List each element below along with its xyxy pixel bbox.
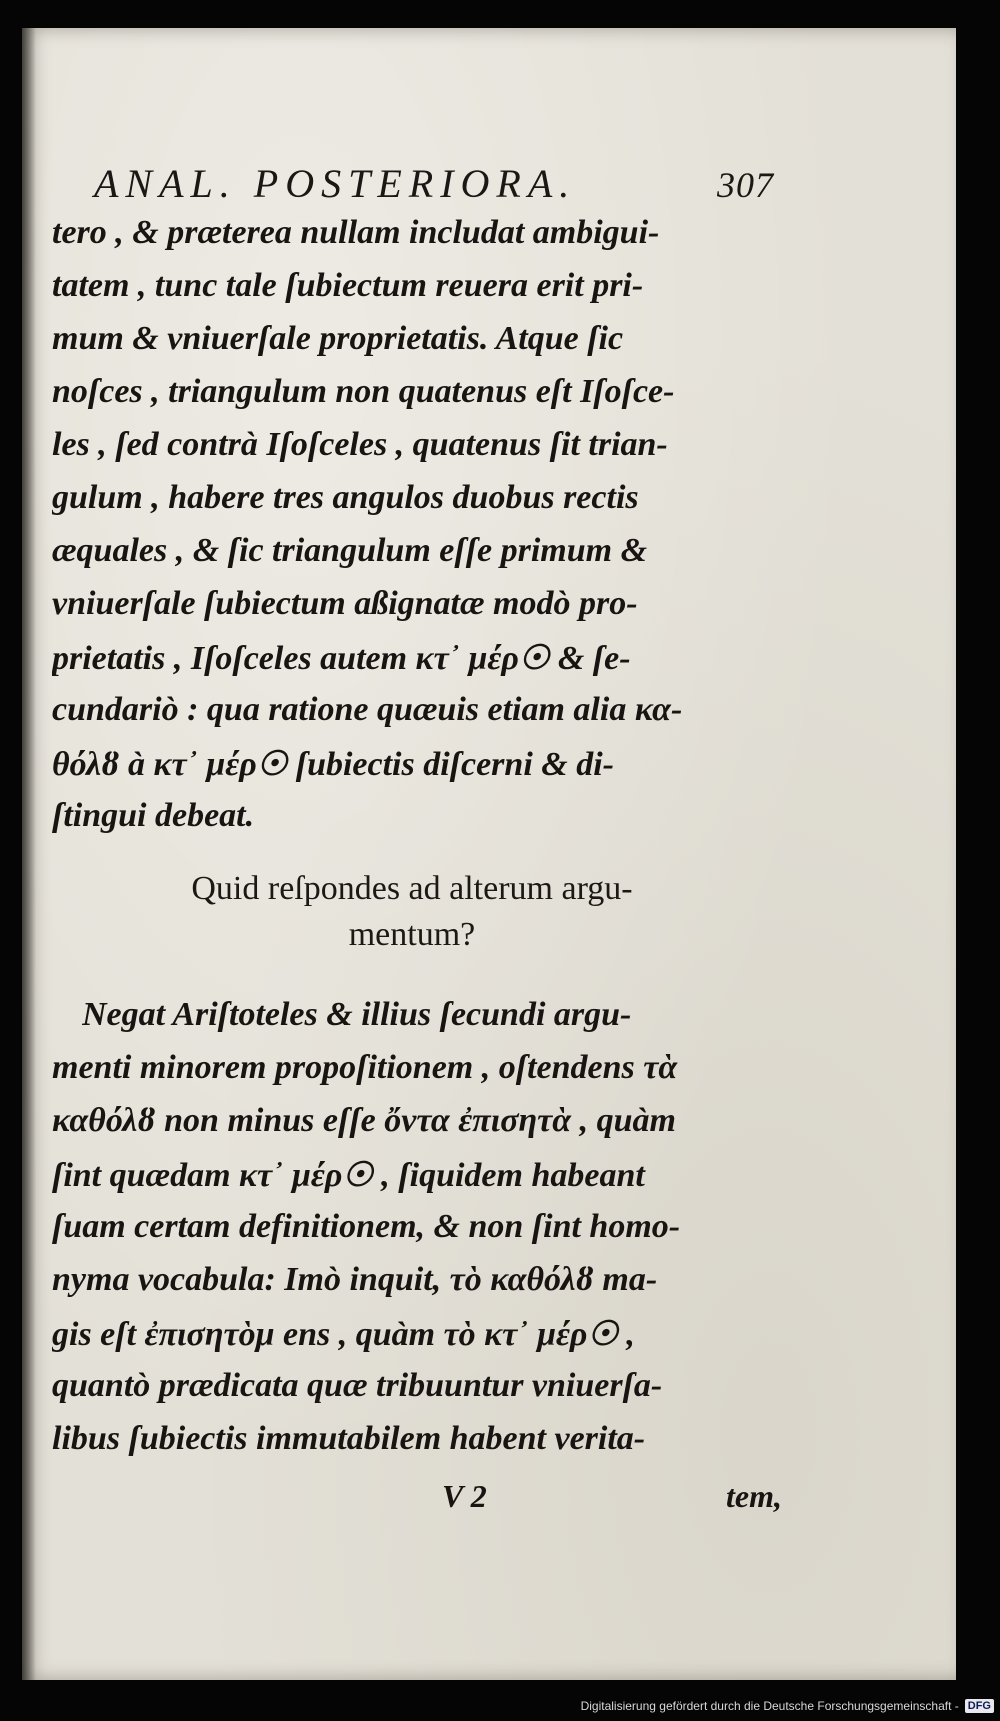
text-line: nyma vocabula: Imò inquit, τὸ καθόλȣ ma- [52,1261,658,1298]
book-page [22,28,956,1680]
text-line: menti minorem propoſitionem , oſtendens τὰ [52,1049,678,1086]
heading-line: mentum? [348,916,476,953]
text-line: mum & vniuerſale proprietatis. Atque ſic [52,320,624,357]
running-head [94,160,774,207]
text-line: noſces , triangulum non quatenus eſt Iſoſce- [52,373,675,410]
text-line: tero , & præterea nullam includat ambigui- [52,214,660,251]
text-line: ſint quædam κτ᾽ μέρ☉ , ſiquidem habeant [52,1157,645,1194]
text-line: gis eſt ἐπισητὸμ ens , quàm τὸ κτ᾽ μέρ☉ , [52,1316,635,1353]
text-line: καθόλȣ non minus eſſe ὄντα ἐπισητὰ , quàm [52,1102,676,1139]
text-line: tatem , tunc tale ſubiectum reuera erit pri- [52,267,644,304]
text-line: ſuam certam definitionem, & non ſint homo- [52,1208,681,1245]
credit-text: Digitalisierung gefördert durch die Deutsche Forschungsgemeinschaft - [580,1699,959,1713]
catchline [442,1478,782,1515]
dfg-logo-icon: DFG [965,1699,994,1713]
text-line: æquales , & ſic triangulum eſſe primum & [52,532,648,569]
text-line: les , ſed contrà Iſoſceles , quatenus ſit trian- [52,426,668,463]
text-line: gulum , habere tres angulos duobus rectis [52,479,639,516]
text-line: quantò prædicata quæ tribuuntur vniuerſa- [52,1367,663,1404]
page-number: 307 [717,165,774,205]
text-line: libus ſubiectis immutabilem habent verita- [52,1420,646,1457]
text-line: θόλȣ à κτ᾽ μέρ☉ ſubiectis diſcerni & di- [52,746,614,783]
text-line: vniuerſale ſubiectum aßignatæ modò pro- [52,585,638,622]
signature-mark: V 2 [442,1478,487,1514]
text-line: ſtingui debeat. [52,797,255,834]
page-gutter-shadow [22,28,36,1680]
text-line: Negat Ariſtoteles & illius ſecundi argu- [82,996,632,1033]
section-heading [82,866,742,958]
catchword: tem, [726,1478,782,1514]
text-line: prietatis , Iſoſceles autem κτ᾽ μέρ☉ & ſe- [52,640,631,677]
digitization-credit [581,1695,994,1717]
text-line: cundariò : qua ratione quæuis etiam alia κα- [52,691,683,728]
heading-line: Quid reſpondes ad alterum argu- [191,870,633,907]
running-head-title: ANAL. POSTERIORA. [94,161,577,206]
